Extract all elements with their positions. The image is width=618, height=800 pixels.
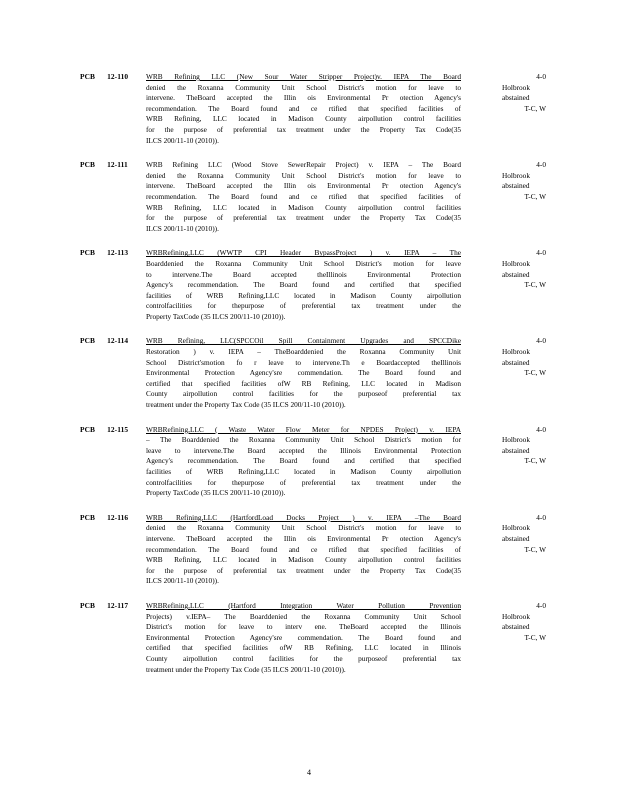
entry-line: denied the Roxanna Community Unit School District's motion for leave to: [146, 170, 461, 180]
entry-line: ILCS 200/11-10 (2010)).: [146, 576, 219, 586]
entry-line: certified that specified facilities ofW RB Refining, LLC located in Illinois: [146, 643, 461, 653]
vote-tally: 4-0: [536, 248, 546, 258]
entry-line: Environmental Protection Agency'sre commendation. The Board found and: [146, 632, 461, 642]
vote-tally: 4-0: [536, 600, 546, 610]
case-number: [80, 336, 128, 345]
entry-line: treatment under the Property Tax Code (35 ILCS 200/11-10 (2010)).: [146, 400, 346, 410]
case-number: [80, 72, 128, 81]
docket-entry: [0, 513, 618, 587]
case-num: 12-115: [107, 424, 129, 434]
entry-line: recommendation. The Board found and ce rtified that specified facilities of: [146, 544, 461, 554]
docket-entries: [0, 72, 618, 689]
entry-line: for the purpose of preferential tax treatment under the Property Tax Code(35: [146, 124, 461, 134]
entry-line: intervene. TheBoard accepted the Illin ois Environmental Pr otection Agency's: [146, 93, 461, 103]
page-number: 4: [307, 768, 311, 777]
docket-entry: [0, 425, 618, 499]
vote-note: Holbrook: [502, 523, 530, 533]
case-prefix: PCB: [80, 336, 96, 346]
docket-entry: [0, 72, 618, 146]
entry-text: [146, 513, 461, 587]
entry-text: [146, 160, 461, 234]
vote-note: T-C, W: [524, 191, 546, 201]
entry-line: WRB Refining, LLC(SPCCOil Spill Containment Upgrades and SPCCDike: [146, 336, 461, 346]
entry-line: recommendation. The Board found and ce rtified that specified facilities of: [146, 191, 461, 201]
entry-text: [146, 425, 461, 499]
case-prefix: PCB: [80, 512, 96, 522]
docket-entry: [0, 336, 618, 410]
entry-line: Environmental Protection Agency'sre commendation. The Board found and: [146, 368, 461, 378]
entry-line: facilities of WRB Refining,LLC located in Madison County airpollution: [146, 467, 461, 476]
vote-note: Holbrook: [502, 435, 530, 445]
entry-line: for the purpose of preferential tax treatment under the Property Tax Code(35: [146, 213, 461, 223]
case-prefix: PCB: [80, 600, 96, 610]
case-num: 12-113: [107, 248, 129, 258]
case-num: 12-114: [107, 336, 129, 346]
entry-line: WRB Refining, LLC located in Madison County airpollution control facilities: [146, 114, 461, 124]
entry-line: WRBRefining,LLC (Hartford Integration Water Pollution Prevention: [146, 600, 461, 610]
entry-line: WRB Refining, LLC located in Madison County airpollution control facilities: [146, 202, 461, 212]
entry-line: WRB Refining LLC (Wood Stove SewerRepair Project) v. IEPA – The Board: [146, 160, 461, 170]
case-num: 12-116: [107, 512, 129, 522]
vote-note: T-C, W: [524, 368, 546, 378]
entry-line: Property TaxCode (35 ILCS 200/11-10 (2010)).: [146, 488, 286, 498]
vote-tally: 4-0: [536, 424, 546, 434]
entry-line: leave to intervene.The Board accepted the Illinois Environmental Protection: [146, 445, 461, 455]
vote-note: abstained: [502, 445, 530, 455]
entry-text: [146, 601, 461, 675]
entry-line: treatment under the Property Tax Code (35 ILCS 200/11-10 (2010)).: [146, 664, 346, 674]
case-prefix: PCB: [80, 72, 96, 81]
entry-line: – The Boarddenied the Roxanna Community Unit School District's motion for: [146, 435, 461, 445]
entry-line: Restoration ) v. IEPA – TheBoarddenied the Roxanna Community Unit: [146, 347, 461, 357]
entry-line: recommendation. The Board found and ce rtified that specified facilities of: [146, 103, 461, 113]
entry-text: [146, 248, 461, 322]
docket-entry: [0, 248, 618, 322]
vote-column: [502, 72, 546, 114]
entry-line: to intervene.The Board accepted theIllinois Environmental Protection: [146, 269, 461, 279]
vote-column: [502, 336, 546, 378]
entry-line: controlfacilities for thepurpose of preferential tax treatment under the: [146, 301, 461, 311]
vote-note: T-C, W: [524, 280, 546, 290]
entry-line: certified that specified facilities ofW RB Refining, LLC located in Madison: [146, 378, 461, 388]
vote-note: T-C, W: [524, 456, 546, 466]
case-number: [80, 425, 128, 434]
vote-column: [502, 248, 546, 290]
vote-tally: 4-0: [536, 336, 546, 346]
vote-tally: 4-0: [536, 72, 546, 81]
entry-line: WRBRefining,LLC (WWTP CPI Header BypassProject ) v. IEPA – The: [146, 248, 461, 258]
case-prefix: PCB: [80, 424, 96, 434]
entry-line: WRB Refining LLC (New Sour Water Stripper Project)v. IEPA The Board: [146, 72, 461, 81]
entry-line: ILCS 200/11-10 (2010)).: [146, 223, 219, 233]
entry-line: intervene. TheBoard accepted the Illin ois Environmental Pr otection Agency's: [146, 533, 461, 543]
vote-column: [502, 601, 546, 643]
case-prefix: PCB: [80, 160, 96, 170]
vote-note: Holbrook: [502, 170, 530, 180]
vote-note: Holbrook: [502, 347, 530, 357]
entry-line: Agency's recommendation. The Board found and certified that specified: [146, 456, 461, 466]
entry-text: [146, 72, 461, 146]
vote-tally: 4-0: [536, 512, 546, 522]
entry-line: District's motion for leave to interv ene. TheBoard accepted the Illinois: [146, 622, 461, 632]
entry-line: for the purpose of preferential tax treatment under the Property Tax Code(35: [146, 565, 461, 575]
entry-line: intervene. TheBoard accepted the Illin ois Environmental Pr otection Agency's: [146, 181, 461, 191]
vote-note: T-C, W: [524, 632, 546, 642]
entry-line: WRB Refining,LLC (HartfordLoad Docks Project ) v. IEPA –The Board: [146, 512, 461, 522]
entry-line: County airpollution control facilities for the purposeof preferential tax: [146, 389, 461, 399]
vote-note: abstained: [502, 93, 530, 103]
case-prefix: PCB: [80, 248, 96, 258]
entry-line: denied the Roxanna Community Unit School District's motion for leave to: [146, 82, 461, 92]
case-number: [80, 513, 128, 522]
case-num: 12-111: [107, 160, 128, 170]
vote-tally: 4-0: [536, 160, 546, 170]
entry-line: controlfacilities for thepurpose of preferential tax treatment under the: [146, 477, 461, 487]
vote-note: Holbrook: [502, 258, 530, 268]
vote-column: [502, 160, 546, 202]
docket-entry: [0, 601, 618, 675]
entry-line: Boarddenied the Roxanna Community Unit School District's motion for leave: [146, 258, 461, 268]
case-num: 12-110: [107, 72, 129, 81]
vote-note: T-C, W: [524, 103, 546, 113]
entry-line: facilities of WRB Refining,LLC located in Madison County airpollution: [146, 290, 461, 300]
entry-line: County airpollution control facilities for the purposeof preferential tax: [146, 653, 461, 663]
case-number: [80, 160, 128, 169]
vote-note: T-C, W: [524, 544, 546, 554]
entry-line: ILCS 200/11-10 (2010)).: [146, 135, 219, 145]
vote-note: abstained: [502, 269, 530, 279]
vote-note: Holbrook: [502, 82, 530, 92]
vote-column: [502, 513, 546, 555]
entry-text: [146, 336, 461, 410]
entry-line: denied the Roxanna Community Unit School District's motion for leave to: [146, 523, 461, 533]
vote-note: abstained: [502, 181, 530, 191]
vote-note: abstained: [502, 533, 530, 543]
vote-column: [502, 425, 546, 467]
case-number: [80, 248, 128, 257]
entry-line: WRBRefining,LLC ( Waste Water Flow Meter for NPDES Project) v. IEPA: [146, 424, 461, 434]
case-num: 12-117: [107, 600, 129, 610]
docket-entry: [0, 160, 618, 234]
entry-line: Projects) v.IEPA– The Boarddenied the Roxanna Community Unit School: [146, 611, 461, 621]
entry-line: Agency's recommendation. The Board found and certified that specified: [146, 280, 461, 290]
entry-line: Property TaxCode (35 ILCS 200/11-10 (2010)).: [146, 311, 286, 321]
vote-note: Holbrook: [502, 611, 530, 621]
case-number: [80, 601, 128, 610]
entry-line: School District'smotion fo r leave to intervene.Th e Boardaccepted theIllinois: [146, 357, 461, 367]
entry-line: WRB Refining, LLC located in Madison County airpollution control facilities: [146, 555, 461, 565]
vote-note: abstained: [502, 357, 530, 367]
vote-note: abstained: [502, 622, 530, 632]
